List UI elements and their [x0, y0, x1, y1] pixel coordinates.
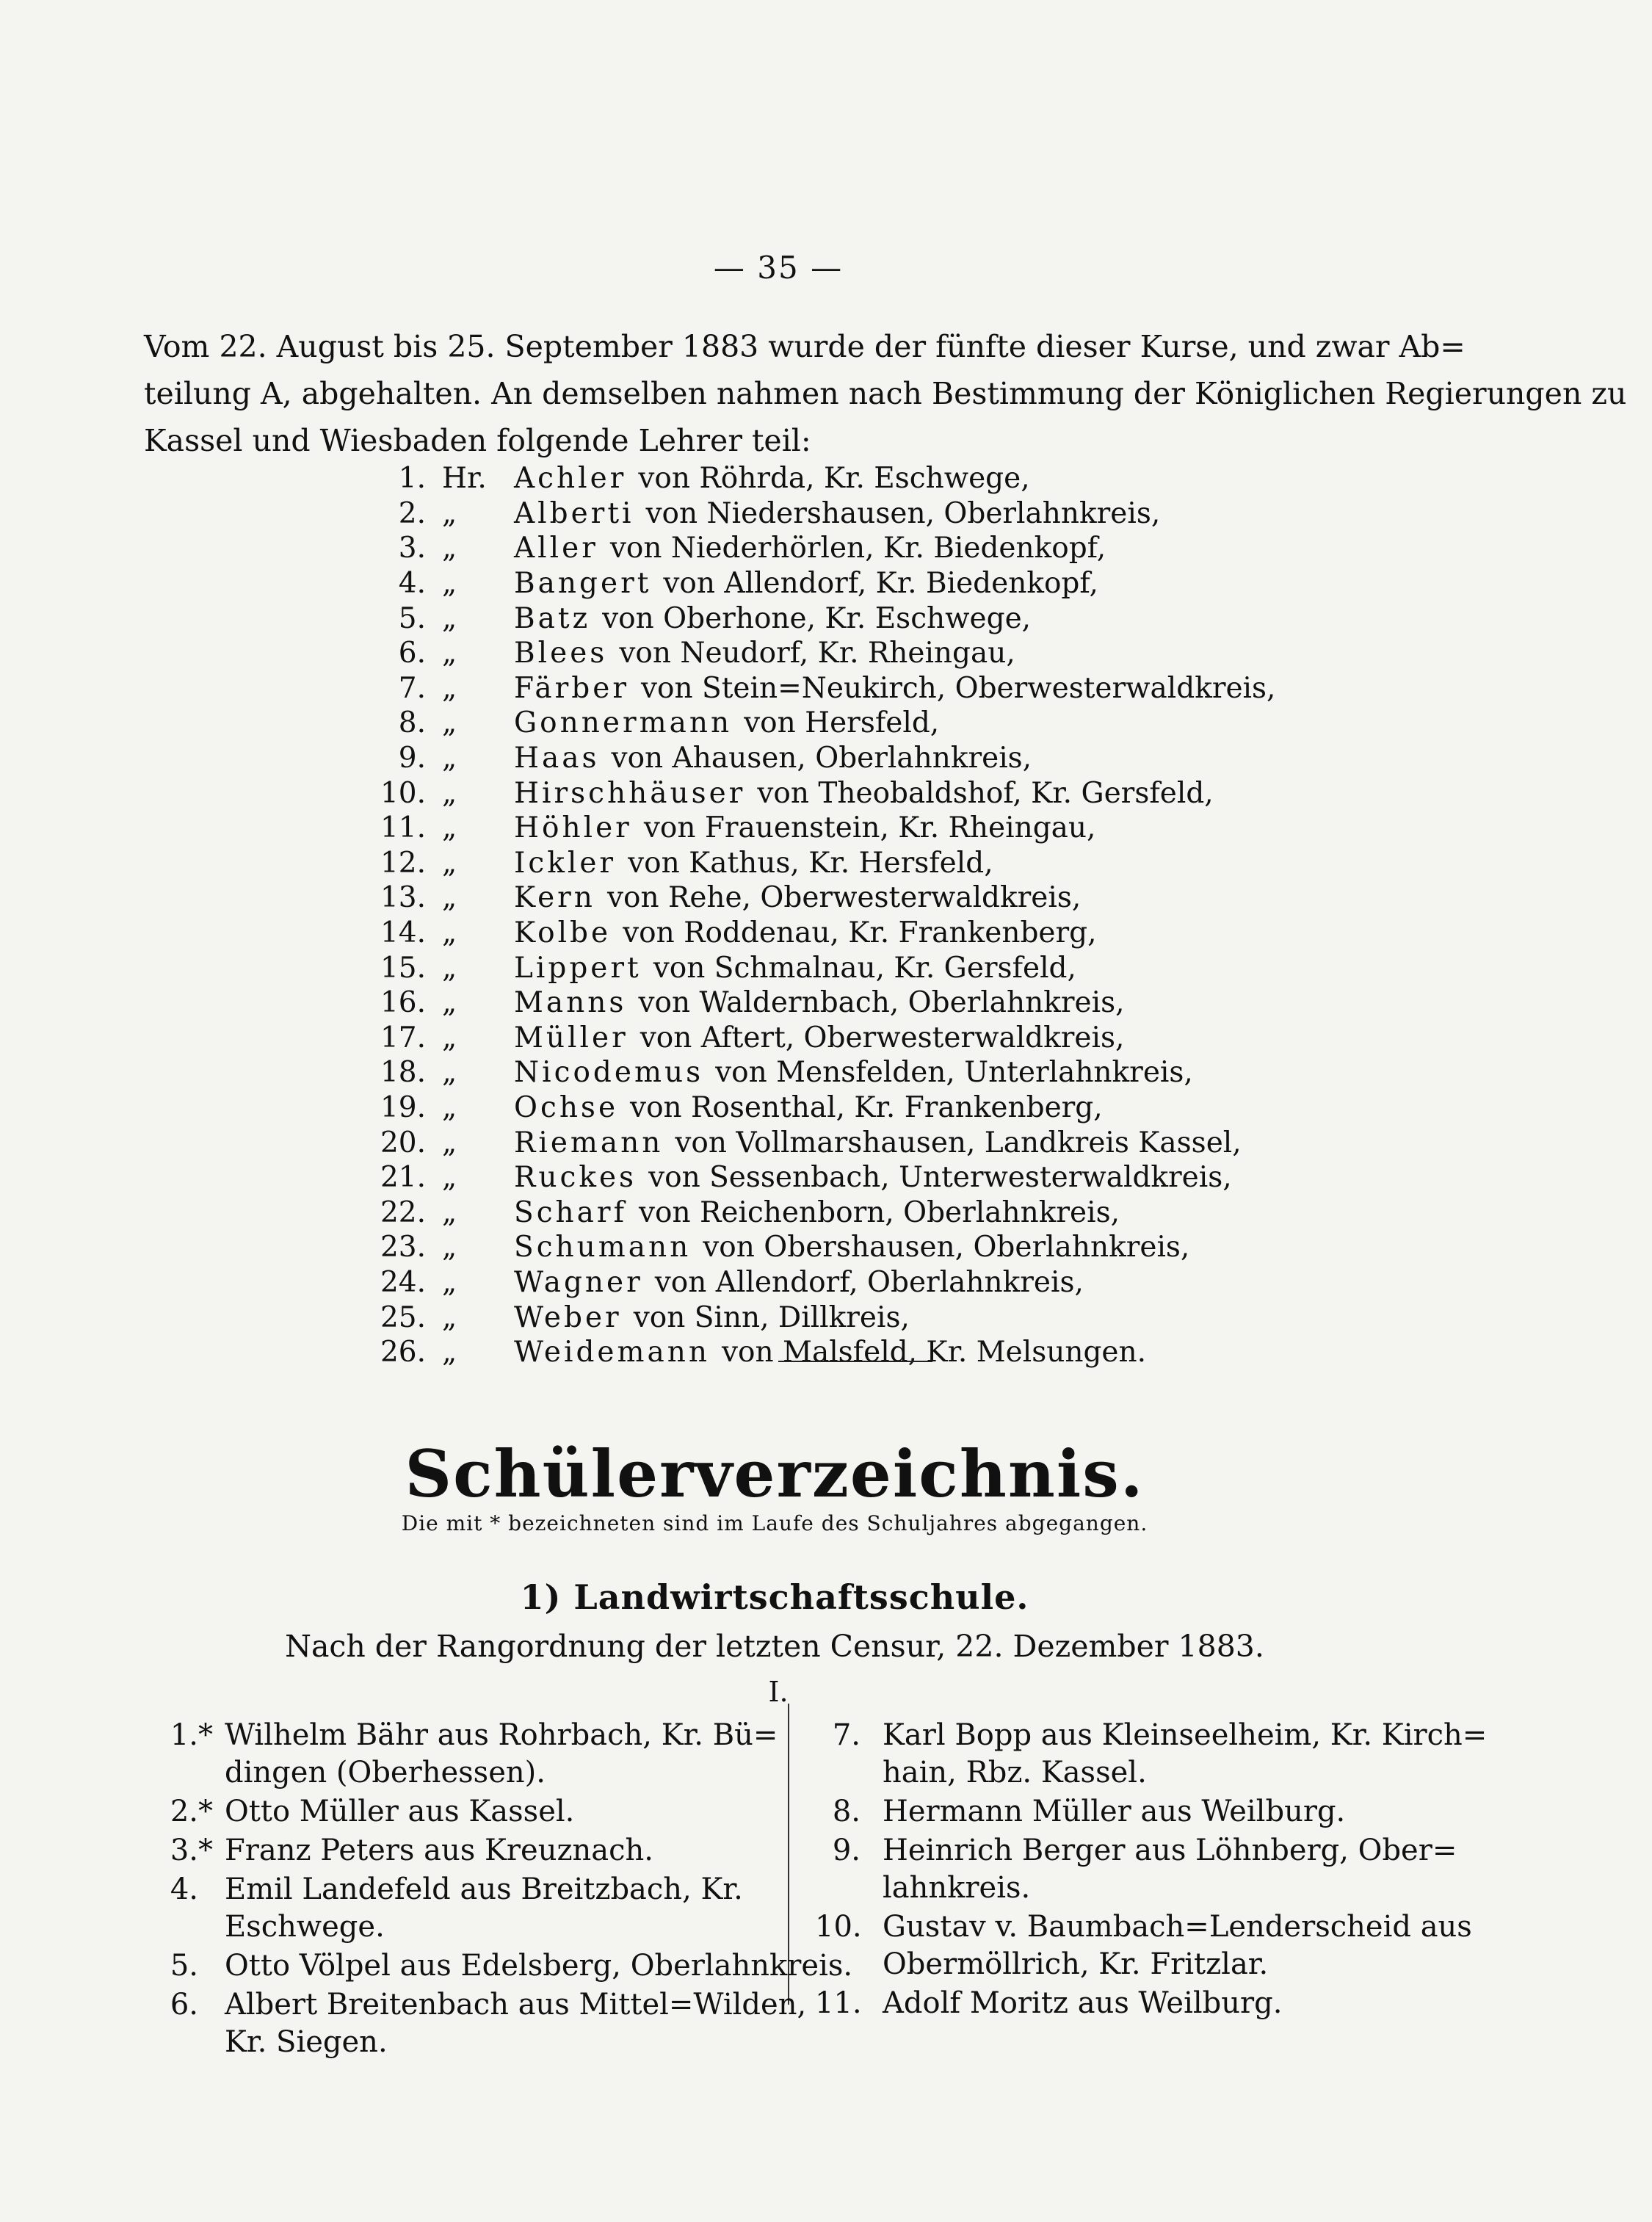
teacher-place: von Kathus, Kr. Hersfeld,: [628, 846, 993, 880]
teacher-row: [345, 1021, 1300, 1056]
teacher-row: [345, 461, 1300, 496]
student-text: [883, 1832, 1457, 1907]
section-divider: [778, 1361, 932, 1362]
teacher-number: 22.: [380, 1195, 426, 1229]
intro-line: Kassel und Wiesbaden folgende Lehrer teil:: [144, 423, 811, 458]
student-number: 4.: [170, 1872, 198, 1906]
teacher-row: [345, 496, 1300, 532]
teacher-prefix: „: [442, 706, 457, 740]
teacher-name: Hirschhäuser: [514, 776, 746, 810]
teacher-place: von Frauenstein, Kr. Rheingau,: [643, 811, 1096, 845]
teacher-number: 14.: [380, 916, 426, 950]
teacher-number: 17.: [380, 1021, 426, 1054]
teacher-place: von Allendorf, Kr. Biedenkopf,: [663, 567, 1098, 601]
teacher-name: Wagner: [514, 1265, 643, 1299]
teacher-row: [345, 741, 1300, 776]
teacher-prefix: „: [442, 1231, 457, 1264]
teacher-prefix: „: [442, 846, 457, 880]
teacher-row: [345, 601, 1300, 636]
teacher-number: 13.: [380, 881, 426, 915]
teacher-place: von Schmalnau, Kr. Gersfeld,: [653, 951, 1076, 985]
teacher-prefix: „: [442, 916, 457, 950]
teacher-number: 26.: [380, 1336, 426, 1369]
teacher-number: 11.: [380, 811, 426, 845]
teacher-row: [345, 1300, 1300, 1335]
teacher-row: [345, 1230, 1300, 1265]
teacher-prefix: „: [442, 567, 457, 601]
teacher-number: 20.: [380, 1126, 426, 1159]
teacher-number: 12.: [380, 846, 426, 880]
student-entry: [815, 1793, 1410, 1831]
teacher-row: [345, 846, 1300, 881]
teacher-name: Bangert: [514, 567, 652, 601]
teacher-place: von Vollmarshausen, Landkreis Kassel,: [675, 1126, 1242, 1159]
teacher-row: [345, 1125, 1300, 1160]
teacher-name: Lippert: [514, 951, 642, 985]
student-line: lahnkreis.: [883, 1871, 1031, 1905]
teacher-prefix: Hr.: [442, 462, 487, 496]
teacher-name: Manns: [514, 986, 627, 1020]
teacher-name: Weidemann: [514, 1336, 710, 1369]
teacher-prefix: „: [442, 811, 457, 845]
teacher-name: Ickler: [514, 846, 617, 880]
teacher-row: [345, 706, 1300, 741]
student-entry: [140, 1947, 853, 1985]
teacher-place: von Mensfelden, Unterlahnkreis,: [715, 1056, 1193, 1090]
student-line: Kr. Siegen.: [225, 2025, 388, 2059]
student-text: [225, 1717, 778, 1792]
teacher-prefix: „: [442, 1126, 457, 1159]
student-line: Eschwege.: [225, 1910, 385, 1944]
teacher-place: von Sinn, Dillkreis,: [633, 1300, 910, 1334]
teacher-place: von Theobaldshof, Kr. Gersfeld,: [757, 776, 1214, 810]
teacher-prefix: „: [442, 1336, 457, 1369]
student-entry: [140, 1793, 764, 1831]
teacher-prefix: „: [442, 1161, 457, 1195]
teacher-name: Gonnermann: [514, 706, 733, 740]
teacher-prefix: „: [442, 1300, 457, 1334]
teacher-place: von Ahausen, Oberlahnkreis,: [611, 742, 1032, 775]
teacher-number: 21.: [380, 1161, 426, 1195]
teacher-name: Ochse: [514, 1090, 619, 1124]
section-title: 1) Landwirtschaftsschule.: [520, 1577, 1029, 1617]
teacher-prefix: „: [442, 986, 457, 1020]
student-number: 3.: [170, 1834, 198, 1867]
student-line: Otto Völpel aus Edelsberg, Oberlahnkreis.: [225, 1949, 853, 1983]
student-entry: [815, 1985, 1410, 2022]
teacher-row: [345, 950, 1300, 985]
teacher-prefix: „: [442, 1195, 457, 1229]
teacher-row: [345, 531, 1300, 566]
teacher-name: Ruckes: [514, 1161, 637, 1195]
teacher-prefix: „: [442, 601, 457, 635]
student-line: Franz Peters aus Kreuznach.: [225, 1834, 654, 1867]
teacher-row: [345, 1265, 1300, 1300]
teacher-number: 1.: [398, 462, 426, 496]
teacher-number: 6.: [398, 637, 426, 670]
teacher-place: von Neudorf, Kr. Rheingau,: [619, 637, 1015, 670]
teacher-prefix: „: [442, 1021, 457, 1054]
withdrawn-note: Die mit * bezeichneten sind im Laufe des Schuljahres abgegangen.: [401, 1511, 1148, 1535]
section-subtitle: Nach der Rangordnung der letzten Censur, 22. Dezember 1883.: [285, 1629, 1264, 1664]
teacher-number: 16.: [380, 986, 426, 1020]
student-number: 8.: [832, 1795, 861, 1828]
teacher-prefix: „: [442, 532, 457, 565]
teacher-name: Färber: [514, 671, 629, 705]
teacher-number: 25.: [380, 1300, 426, 1334]
student-text: [883, 1985, 1410, 2022]
teacher-name: Riemann: [514, 1126, 664, 1159]
teacher-number: 8.: [398, 706, 426, 740]
teacher-place: von Rehe, Oberwesterwaldkreis,: [606, 881, 1082, 915]
student-line: Otto Müller aus Kassel.: [225, 1795, 575, 1828]
teacher-name: Schumann: [514, 1231, 692, 1264]
student-column-right: [815, 1717, 1488, 2024]
teacher-row: [345, 880, 1300, 916]
teacher-place: von Allendorf, Oberlahnkreis,: [654, 1265, 1084, 1299]
student-line: Albert Breitenbach aus Mittel=Wilden,: [225, 1988, 807, 2022]
student-text: [225, 1871, 764, 1946]
teacher-name: Kern: [514, 881, 595, 915]
student-line: Wilhelm Bähr aus Rohrbach, Kr. Bü=: [225, 1718, 778, 1752]
teacher-row: [345, 916, 1300, 951]
teacher-place: von Hersfeld,: [744, 706, 940, 740]
teacher-prefix: „: [442, 637, 457, 670]
teacher-name: Kolbe: [514, 916, 612, 950]
teacher-place: von Niederhörlen, Kr. Biedenkopf,: [609, 532, 1106, 565]
withdrawn-marker: *: [198, 1834, 213, 1867]
teacher-row: [345, 671, 1300, 706]
teacher-place: von Rosenthal, Kr. Frankenberg,: [630, 1090, 1103, 1124]
student-number: 5.: [170, 1949, 198, 1983]
teacher-list: [345, 461, 1300, 1369]
teacher-prefix: „: [442, 881, 457, 915]
student-line: Emil Landefeld aus Breitzbach, Kr.: [225, 1872, 743, 1906]
teacher-prefix: „: [442, 1056, 457, 1090]
student-line: dingen (Oberhessen).: [225, 1756, 546, 1789]
teacher-number: 2.: [398, 496, 426, 530]
student-line: Karl Bopp aus Kleinseelheim, Kr. Kirch=: [883, 1718, 1488, 1752]
teacher-number: 24.: [380, 1265, 426, 1299]
student-number: 9.: [832, 1834, 861, 1867]
withdrawn-marker: *: [198, 1718, 213, 1752]
main-title: Schülerverzeichnis.: [405, 1436, 1145, 1512]
teacher-number: 4.: [398, 567, 426, 601]
teacher-place: von Röhrda, Kr. Eschwege,: [638, 462, 1030, 496]
teacher-prefix: „: [442, 1090, 457, 1124]
teacher-number: 7.: [398, 671, 426, 705]
teacher-row: [345, 1090, 1300, 1126]
student-text: [225, 1986, 806, 2061]
teacher-prefix: „: [442, 496, 457, 530]
teacher-prefix: „: [442, 951, 457, 985]
teacher-place: von Oberhone, Kr. Eschwege,: [602, 601, 1032, 635]
student-entry: [140, 1871, 764, 1946]
teacher-name: Achler: [514, 462, 627, 496]
teacher-place: von Waldernbach, Oberlahnkreis,: [638, 986, 1125, 1020]
page-number: — 35 —: [713, 250, 844, 286]
teacher-row: [345, 1160, 1300, 1195]
student-line: Obermöllrich, Kr. Fritzlar.: [883, 1947, 1269, 1981]
teacher-name: Alberti: [514, 496, 634, 530]
teacher-number: 5.: [398, 601, 426, 635]
teacher-prefix: „: [442, 742, 457, 775]
teacher-number: 10.: [380, 776, 426, 810]
student-number: 2.: [170, 1795, 198, 1828]
student-entry: [140, 1986, 807, 2061]
student-text: [225, 1832, 764, 1870]
teacher-name: Nicodemus: [514, 1056, 704, 1090]
teacher-name: Haas: [514, 742, 600, 775]
student-entry: [140, 1717, 778, 1792]
student-text: [883, 1908, 1472, 1983]
teacher-place: von Sessenbach, Unterwesterwaldkreis,: [648, 1161, 1232, 1195]
teacher-number: 19.: [380, 1090, 426, 1124]
teacher-place: von Reichenborn, Oberlahnkreis,: [639, 1195, 1120, 1229]
teacher-place: von Malsfeld, Kr. Melsungen.: [721, 1336, 1147, 1369]
student-text: [883, 1717, 1487, 1792]
student-line: Hermann Müller aus Weilburg.: [883, 1795, 1346, 1828]
teacher-number: 15.: [380, 951, 426, 985]
teacher-name: Weber: [514, 1300, 622, 1334]
teacher-prefix: „: [442, 776, 457, 810]
intro-line: teilung A, abgehalten. An demselben nahmen nach Bestimmung der Königlichen Regierungen zu: [144, 376, 1627, 411]
teacher-row: [345, 1335, 1300, 1370]
student-number: 10.: [815, 1910, 862, 1944]
teacher-name: Höhler: [514, 811, 632, 845]
intro-line: Vom 22. August bis 25. September 1883 wurde der fünfte dieser Kurse, und zwar Ab=: [144, 329, 1466, 364]
teacher-name: Batz: [514, 601, 591, 635]
teacher-prefix: „: [442, 1265, 457, 1299]
student-number: 6.: [170, 1988, 198, 2022]
teacher-place: von Aftert, Oberwesterwaldkreis,: [640, 1021, 1125, 1054]
student-number: 11.: [815, 1986, 862, 2020]
teacher-number: 9.: [398, 742, 426, 775]
teacher-place: von Obershausen, Oberlahnkreis,: [703, 1231, 1190, 1264]
student-text: [225, 1793, 764, 1831]
teacher-number: 3.: [398, 532, 426, 565]
withdrawn-marker: *: [198, 1795, 213, 1828]
teacher-row: [345, 985, 1300, 1021]
student-text: [883, 1793, 1410, 1831]
student-entry: [815, 1717, 1488, 1792]
student-line: Adolf Moritz aus Weilburg.: [883, 1986, 1283, 2020]
student-entry: [815, 1832, 1457, 1907]
teacher-place: von Stein=Neukirch, Oberwesterwaldkreis,: [641, 671, 1276, 705]
teacher-row: [345, 566, 1300, 601]
teacher-name: Scharf: [514, 1195, 628, 1229]
student-number: 1.: [170, 1718, 198, 1752]
student-line: Heinrich Berger aus Löhnberg, Ober=: [883, 1834, 1457, 1867]
class-label: I.: [768, 1676, 789, 1708]
student-number: 7.: [832, 1718, 861, 1752]
teacher-row: [345, 811, 1300, 846]
teacher-place: von Niedershausen, Oberlahnkreis,: [645, 496, 1161, 530]
teacher-row: [345, 1055, 1300, 1090]
teacher-name: Blees: [514, 637, 608, 670]
student-entry: [815, 1908, 1472, 1983]
teacher-row: [345, 1195, 1300, 1230]
student-text: [225, 1947, 852, 1985]
student-entry: [140, 1832, 764, 1870]
intro-paragraph: [144, 323, 1627, 464]
teacher-name: Müller: [514, 1021, 628, 1054]
teacher-number: 18.: [380, 1056, 426, 1090]
teacher-prefix: „: [442, 671, 457, 705]
student-line: Gustav v. Baumbach=Lenderscheid aus: [883, 1910, 1472, 1944]
teacher-name: Aller: [514, 532, 598, 565]
teacher-number: 23.: [380, 1231, 426, 1264]
student-line: hain, Rbz. Kassel.: [883, 1756, 1147, 1789]
teacher-row: [345, 636, 1300, 671]
teacher-row: [345, 775, 1300, 811]
teacher-place: von Roddenau, Kr. Frankenberg,: [623, 916, 1097, 950]
